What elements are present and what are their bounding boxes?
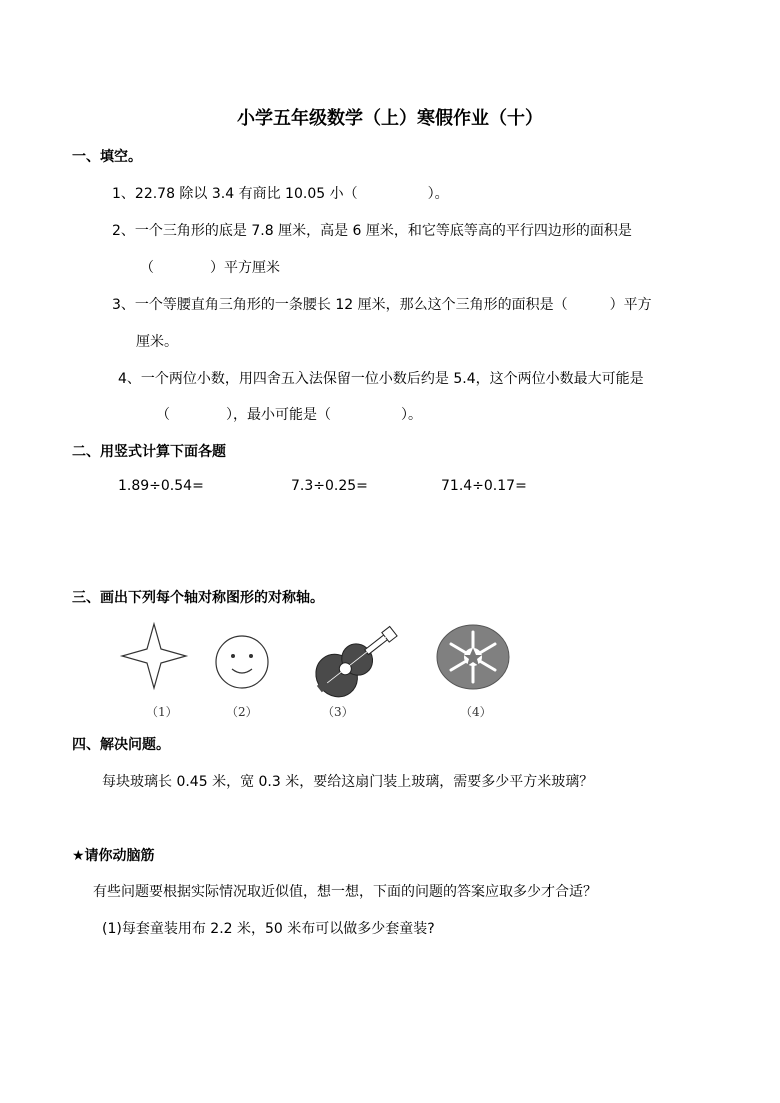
bonus-heading: ★请你动脑筋 bbox=[72, 848, 155, 864]
figure-label-1: （1） bbox=[146, 705, 178, 719]
bonus-intro: 有些问题要根据实际情况取近似值，想一想，下面的问题的答案应取多少才合适？ bbox=[93, 884, 597, 900]
section1-heading: 一、填空。 bbox=[72, 149, 142, 165]
figure-label-2: （2） bbox=[226, 705, 258, 719]
fill-question-3-line1: 3、一个等腰直角三角形的一条腰长 12 厘米，那么这个三角形的面积是（ ）平方 bbox=[112, 297, 652, 313]
fill-question-2-line1: 2、一个三角形的底是 7.8 厘米，高是 6 厘米，和它等底等高的平行四边形的面积是 bbox=[112, 223, 632, 239]
figure-label-4: （4） bbox=[460, 705, 492, 719]
figure-label-3: （3） bbox=[322, 705, 354, 719]
fill-question-1: 1、22.78 除以 3.4 有商比 10.05 小（ ）。 bbox=[112, 186, 449, 202]
fill-question-4-line2: （ ），最小可能是（ ）。 bbox=[156, 407, 422, 423]
fill-question-2-line2: （ ）平方厘米 bbox=[140, 260, 280, 276]
fill-question-4-line1: 4、一个两位小数，用四舍五入法保留一位小数后约是 5.4，这个两位小数最大可能是 bbox=[118, 371, 644, 387]
snowflake-disc-icon bbox=[436, 624, 510, 690]
fill-question-3-line2: 厘米。 bbox=[136, 334, 178, 350]
calc-problem-1: 1.89÷0.54= bbox=[118, 478, 204, 494]
bonus-question-1: (1)每套童装用布 2.2 米，50 米布可以做多少套童装? bbox=[102, 921, 435, 937]
calc-problem-3: 71.4÷0.17= bbox=[441, 478, 527, 494]
smiley-face-icon bbox=[214, 634, 270, 690]
word-problem: 每块玻璃长 0.45 米，宽 0.3 米，要给这扇门装上玻璃，需要多少平方米玻璃？ bbox=[102, 774, 594, 790]
page-title: 小学五年级数学（上）寒假作业（十） bbox=[237, 108, 543, 129]
four-point-star-icon bbox=[122, 624, 186, 688]
guitar-icon bbox=[310, 618, 402, 696]
section2-heading: 二、用竖式计算下面各题 bbox=[72, 444, 226, 460]
calc-problem-2: 7.3÷0.25= bbox=[291, 478, 368, 494]
section4-heading: 四、解决问题。 bbox=[72, 737, 170, 753]
section3-heading: 三、画出下列每个轴对称图形的对称轴。 bbox=[72, 590, 324, 606]
